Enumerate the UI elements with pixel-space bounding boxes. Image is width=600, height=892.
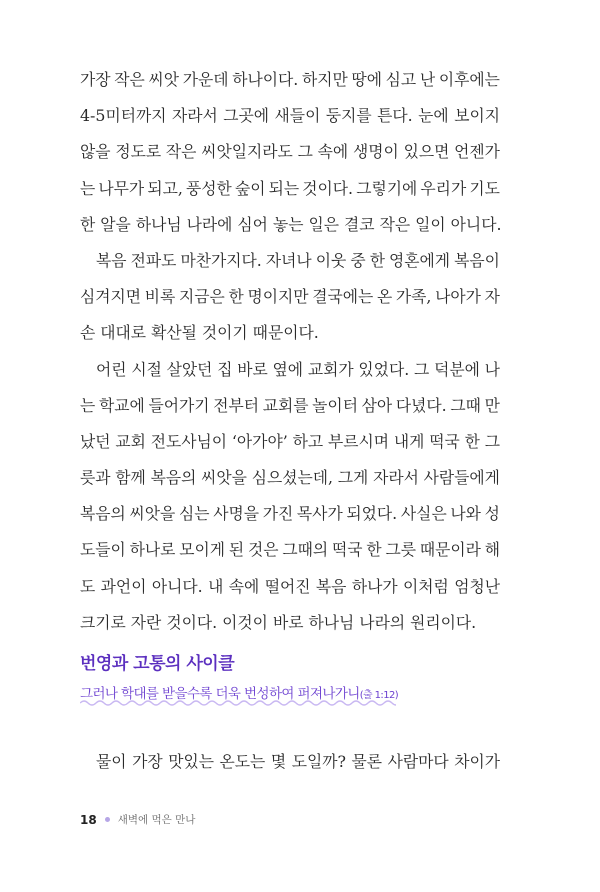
body-text [80, 62, 500, 641]
text-line: 않을 정도로 작은 씨앗일지라도 그 속에 생명이 있으면 언젠가 [80, 142, 500, 162]
text-line: 손 대대로 확산될 것이기 때문이다. [80, 323, 319, 343]
text-line: 4-5미터까지 자라서 그곳에 새들이 둥지를 튼다. 눈에 보이지 [80, 106, 500, 126]
text-line: 물이 가장 맛있는 온도는 몇 도일까? 물론 사람마다 차이가 [96, 752, 500, 771]
page-footer [80, 812, 195, 827]
scripture-reference: (출 1:12) [359, 690, 399, 701]
text-line: 는 나무가 되고, 풍성한 숲이 되는 것이다. 그렇기에 우리가 기도 [80, 178, 500, 198]
text-line: 는 학교에 들어가기 전부터 교회를 놀이터 삼아 다녔다. 그때 만 [80, 395, 500, 415]
text-line: 심겨지면 비록 지금은 한 명이지만 결국에는 온 가족, 나아가 자 [80, 287, 500, 307]
text-line: 가장 작은 씨앗 가운데 하나이다. 하지만 땅에 심고 난 이후에는 [80, 70, 500, 89]
scripture-quote: 그러나 학대를 받을수록 더욱 번성하여 퍼져나가니 [80, 686, 360, 702]
section-body-text [80, 744, 500, 780]
text-line: 한 알을 하나님 나라에 심어 놓는 일은 결코 작은 일이 아니다. [80, 214, 502, 234]
book-title: 새벽에 먹은 만나 [117, 814, 196, 826]
text-line: 복음의 씨앗을 심는 사명을 가진 목사가 되었다. 사실은 나와 성 [80, 504, 500, 524]
text-line: 릇과 함께 복음의 씨앗을 심으셨는데, 그게 자라서 사람들에게 [80, 468, 500, 488]
text-line: 크기로 자란 것이다. 이것이 바로 하나님 나라의 원리이다. [80, 612, 477, 632]
text-line: 났던 교회 전도사님이 ‘아가야’ 하고 부르시며 내게 떡국 한 그 [80, 431, 500, 451]
page-number: 18 [80, 812, 97, 827]
text-line: 어린 시절 살았던 집 바로 옆에 교회가 있었다. 그 덕분에 나 [96, 359, 500, 379]
wavy-underline [80, 699, 396, 707]
section-title: 번영과 고통의 사이클 [80, 654, 235, 674]
text-line: 도 과언이 아니다. 내 속에 떨어진 복음 하나가 이처럼 엄청난 [80, 576, 500, 596]
text-line: 도들이 하나로 모이게 된 것은 그때의 떡국 한 그릇 때문이라 해 [80, 540, 500, 560]
footer-dot-icon [105, 817, 110, 822]
text-line: 복음 전파도 마찬가지다. 자녀나 이웃 중 한 영혼에게 복음이 [96, 250, 500, 270]
